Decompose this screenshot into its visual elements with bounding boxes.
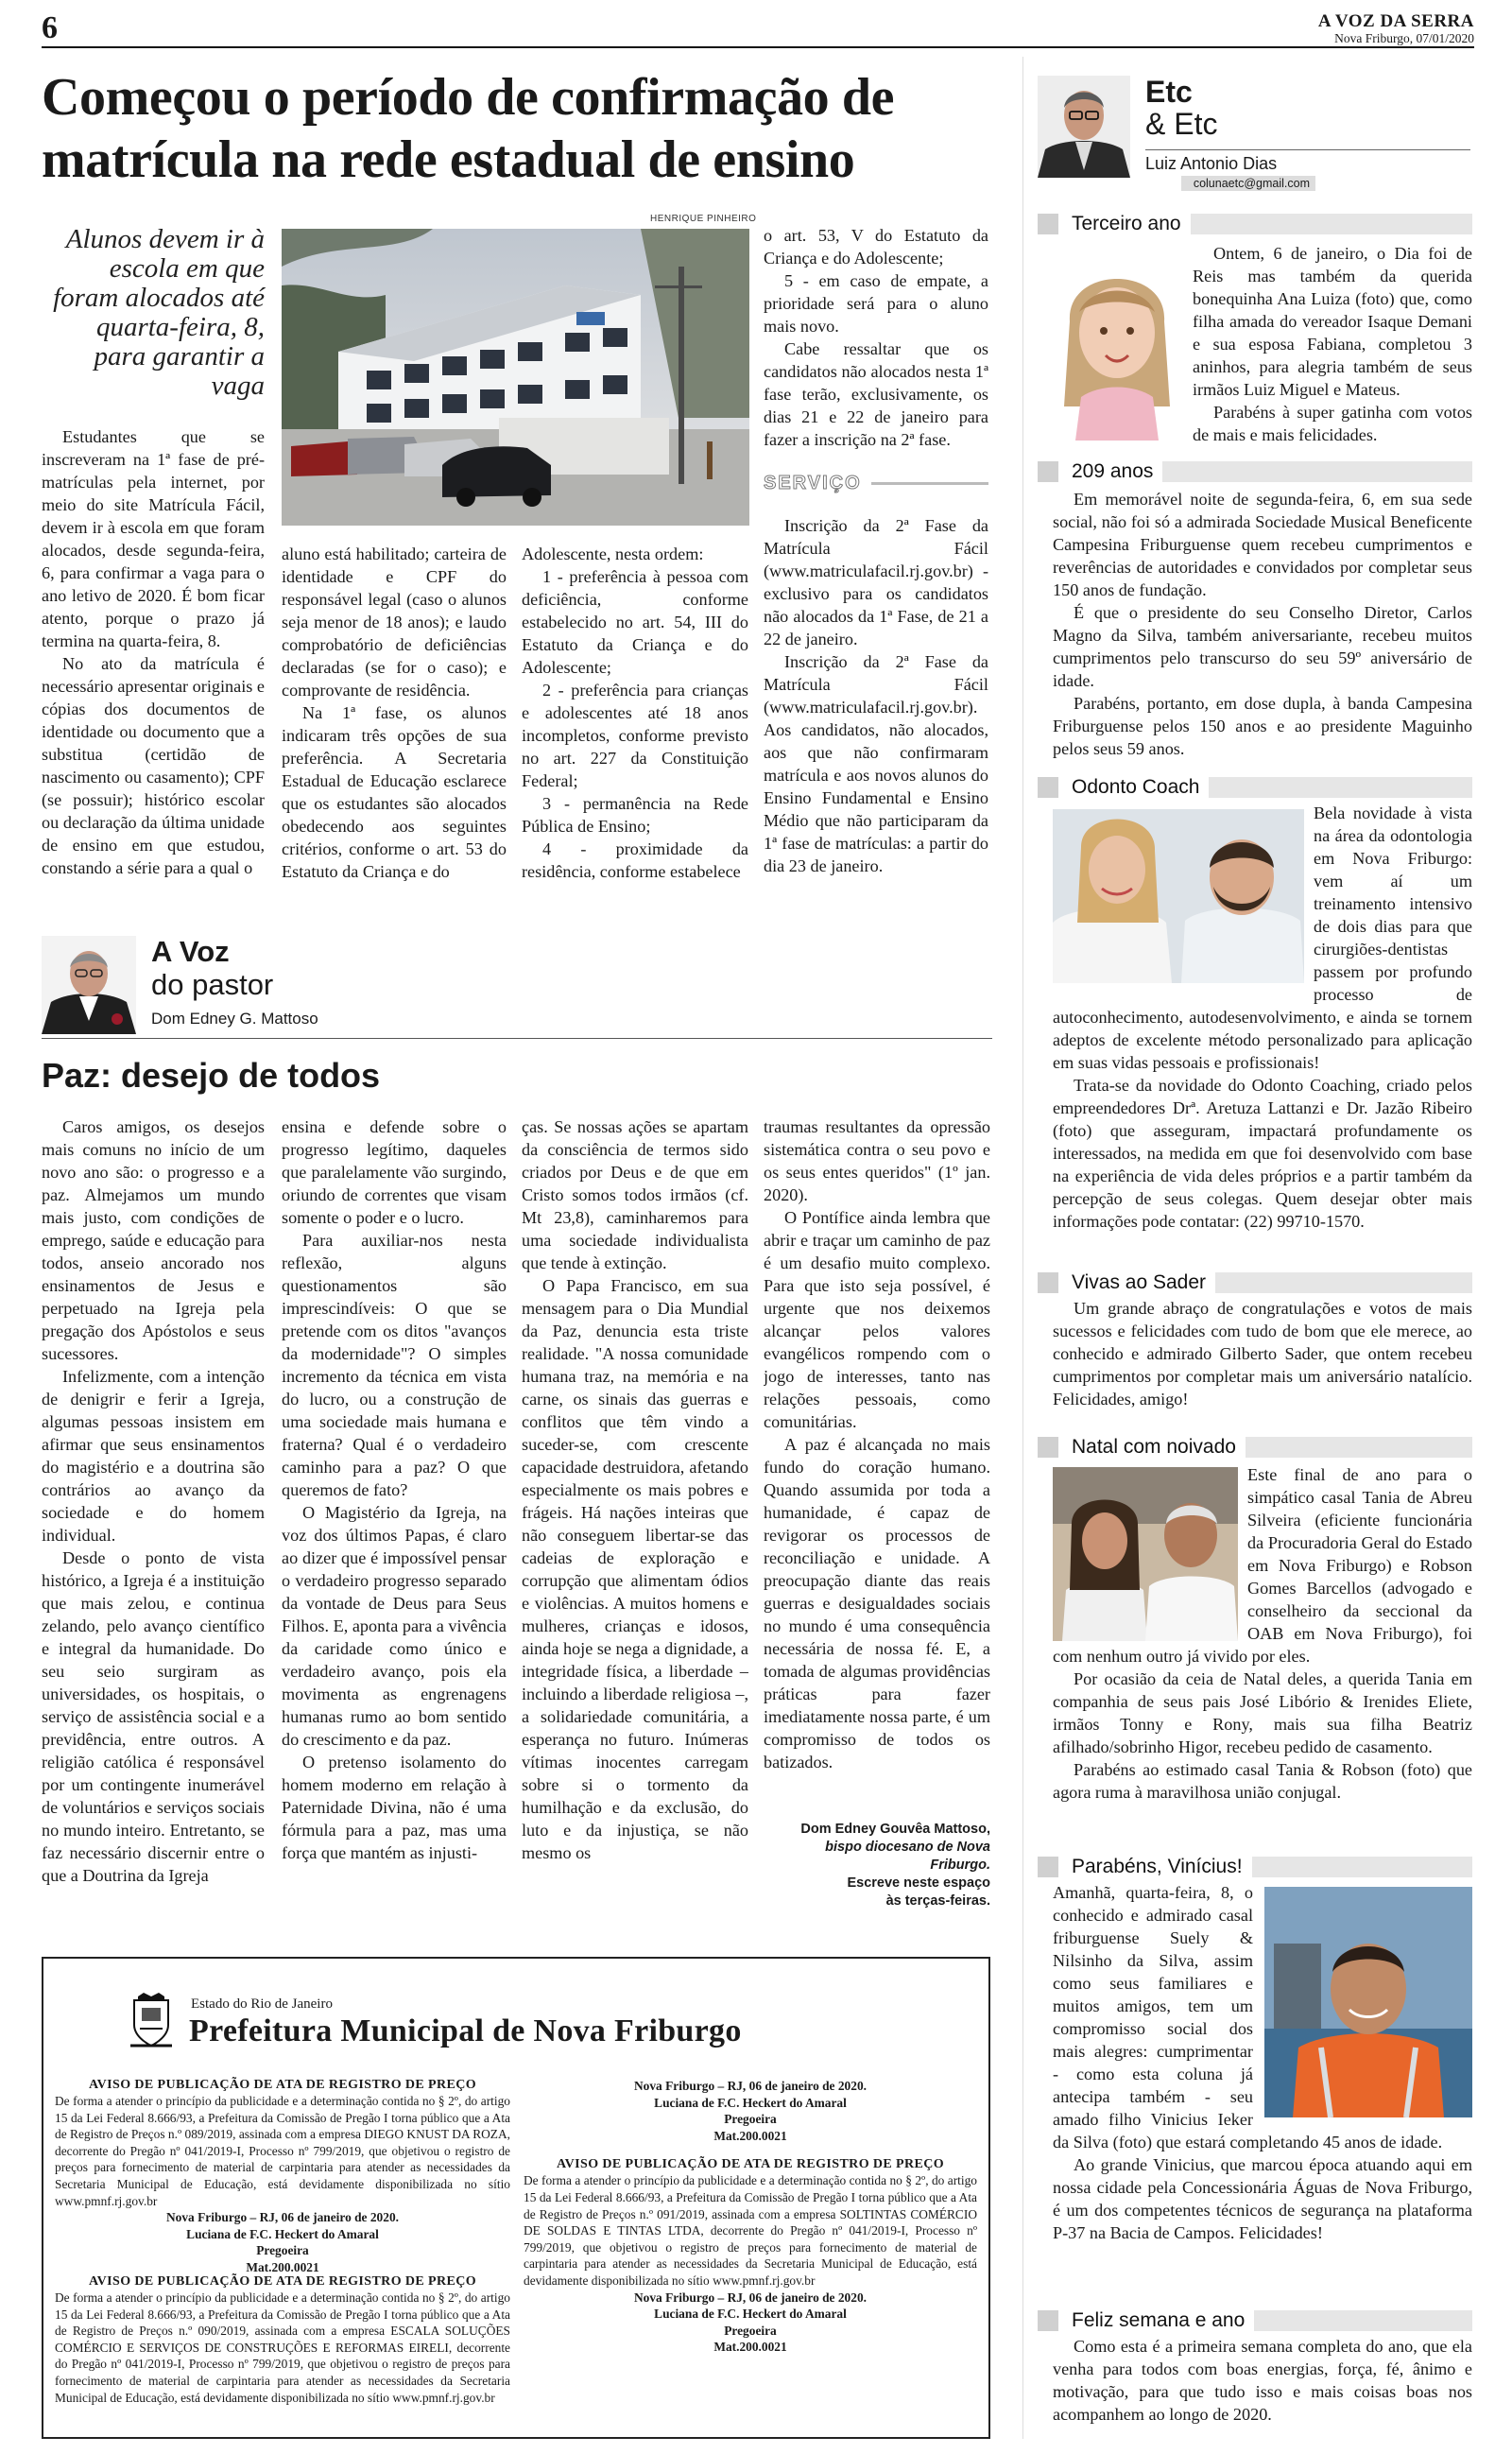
servico-text	[764, 514, 988, 877]
feliz-semana-p1: Como esta é a primeira semana completa do ano, que ela venha para todos com boas energias, força, fé, ânimo e motivação, para que tudo isso e mais coisas boas nos acompanhem ao longo de 2020.	[1053, 2337, 1472, 2424]
notice-1	[55, 2078, 510, 2276]
pastor-col2-p2: Para auxiliar-nos nesta reflexão, alguns questionamentos são imprescindíveis: O que se pretende com os ditos "avanços da modernidade"? O simples incremento da técnica em vista do lucro, ou a construção de uma sociedade mais humana e fraterna? Qual é o verdadeiro caminho para a paz? O que queremos de fato?	[282, 1231, 507, 1499]
natal-p3: Parabéns ao estimado casal Tania & Robson (foto) que agora ruma à maravilhosa união conjugal.	[1053, 1760, 1472, 1802]
notice-1-mat: Mat.200.0021	[246, 2259, 319, 2274]
notice-3-role: Pregoeira	[724, 2323, 777, 2338]
209-anos-text	[1053, 488, 1472, 760]
pastor-col3-p1: ças. Se nossas ações se apartam da consciência de termos sido criados por Deus e de que em Cristo somos todos irmãos (cf. Mt 23,8), caminharemos para uma sociedade individualista que tende à extinção.	[522, 1117, 748, 1272]
pastor-col4-p3: A paz é alcançada no mais fundo do coração humano. Quando assumida por toda a humanidade, é capaz de revigorar os processos de reconciliação e unidade. A preocupação diante das reais guerras e desigualdades sociais no mundo é uma consequência necessária de nossa fé. E, a tomada de algumas providências práticas para fazer imediatamente nossa parte, é um compromisso de todos os batizados.	[764, 1435, 990, 1771]
pastor-title-2: do pastor	[151, 968, 274, 1001]
lead-col4-p2: 5 - em caso de empate, a prioridade será para o aluno mais novo.	[764, 271, 988, 336]
section-marker	[1038, 214, 1058, 234]
coat-of-arms-icon	[129, 1993, 174, 2051]
signoff-line-1: Dom Edney Gouvêa Mattoso,	[800, 1822, 990, 1837]
notice-1-title: AVISO DE PUBLICAÇÃO DE ATA DE REGISTRO DE PREÇO	[88, 2078, 477, 2092]
section-bar	[1162, 461, 1472, 482]
pastor-column-1	[42, 1115, 265, 1887]
ad-state: Estado do Rio de Janeiro	[191, 1996, 333, 2012]
section-header-terceiro-ano	[1038, 214, 1472, 234]
lead-column-3	[522, 543, 748, 883]
section-title: Natal com noivado	[1072, 1436, 1236, 1458]
parabens-vinicius-text	[1053, 1881, 1472, 2244]
lead-col3-p1: Adolescente, nesta ordem:	[522, 544, 704, 563]
lead-col3-p2: 1 - preferência à pessoa com deficiência, conforme estabelecido no art. 54, III do Estatuto da Criança e do Adolescente;	[522, 567, 748, 677]
terceiro-ano-p1: Ontem, 6 de janeiro, o Dia foi de Reis mas também da querida bonequinha Ana Luiza (foto) que, como filha amada do vereador Isaque Demani e sua esposa Fabiana, completou 3 aninhos, para alegria também de seus irmãos Luiz Miguel e Mateus.	[1193, 244, 1472, 399]
natal-p1: Este final de ano para o simpático casal Tania de Abreu Silveira (eficiente funcionária da Procuradoria Geral do Estado em Nova Friburgo) e Robson Gomes Barcellos (advogado e conselheiro da seccional da OAB em Nova Friburgo), foi com nenhum outro já vivido por eles.	[1053, 1465, 1472, 1666]
odonto-coach-p2: Trata-se da novidade do Odonto Coaching, criado pelos empreendedores Drª. Aretuza Lattanzi e Dr. Jazão Ribeiro (foto) que asseguram, impactará profundamente os interessados, na medida em que foi desenvolvido com base na experiência de vida deles próprios e a partir também da percepção de seus colegas. Quem desejar obter mais informações pode contatar: (22) 99710-1570.	[1053, 1076, 1472, 1231]
lead-column-2	[282, 543, 507, 883]
prefeitura-ad	[42, 1957, 990, 2439]
pastor-portrait	[42, 936, 136, 1034]
servico-p1: Inscrição da 2ª Fase da Matrícula Fácil (www.matriculafacil.rj.gov.br) - exclusivo para os candidatos não alocados da 1ª Fase, de 21 a 22 de janeiro.	[764, 516, 988, 648]
etc-author-portrait	[1038, 76, 1130, 178]
section-bar	[1191, 214, 1472, 234]
terceiro-ano-p2: Parabéns à super gatinha com votos de mais e mais felicidades.	[1193, 403, 1472, 444]
pastor-col1-p2: Infelizmente, com a intenção de denigrir e ferir a Igreja, algumas pessoas insistem em afirmar que seus ensinamentos do magistério e a doutrina são contrários ao avanço da sociedade e do homem individual.	[42, 1367, 265, 1545]
209-anos-p2: É que o presidente do seu Conselho Diretor, Carlos Magno da Silva, também aniversariante, recebeu muitos cumprimentos pelo transcurso do seu 59º aniversário de idade.	[1053, 603, 1472, 690]
vinicius-p1: Amanhã, quarta-feira, 8, o conhecido e admirado casal friburguense Suely & Nilsinho da Silva, assim como seus familiares e muitos amigos, tem um compromisso social dos mais alegres: cumprimentar - como esta coluna já antecipa também - seu amado filho Vinicius Ieker da Silva (foto) que estará completando 45 anos de idade.	[1053, 1883, 1443, 2152]
notice-3	[524, 2078, 977, 2356]
pastor-author: Dom Edney G. Mattoso	[151, 1010, 318, 1028]
lead-col2-p2: Na 1ª fase, os alunos indicaram três opções de sua preferência. A Secretaria Estadual de Educação esclarece que os estudantes são alocados obedecendo aos seguintes critérios, conforme o art. 53 do Estatuto da Criança e do	[282, 703, 507, 881]
lead-col3-p5: 4 - proximidade da residência, conforme estabelece	[522, 839, 748, 881]
lead-col2-p1: aluno está habilitado; carteira de identidade e CPF do responsável legal (caso o alunos seja menor de 18 anos); e laudo comprobatório de deficiências declaradas (se for o caso); e comprovante de residência.	[282, 544, 507, 700]
pastor-col2-p3: O Magistério da Igreja, na voz dos últimos Papas, é claro ao dizer que é impossível pensar o verdadeiro progresso separado da vontade de Deus para Seus Filhos. E, aponta para a vivência da caridade como único e verdadeiro avanço, pois ela movimenta as engrenagens humanas rumo ao bom sentido do crescimento e da paz.	[282, 1503, 507, 1749]
etc-title-1: Etc	[1145, 75, 1193, 109]
lead-col4-p3: Cabe ressaltar que os candidatos não alocados nesta 1ª fase terão, exclusivamente, os dias 21 e 22 de janeiro para fazer a inscrição na 2ª fase.	[764, 339, 988, 449]
section-title: Vivas ao Sader	[1072, 1271, 1207, 1293]
school-building-photo	[282, 229, 749, 526]
lead-col1-p2: No ato da matrícula é necessário apresentar originais e cópias dos documentos de identidade ou documento que a substitua (certidão de nascimento ou casamento); CPF (se possuir); histórico escolar ou declaração da última unidade de ensino em que estudou, constando a série para a qual o	[42, 654, 265, 877]
section-title: Terceiro ano	[1072, 213, 1181, 234]
notice-2	[55, 2274, 510, 2406]
notice-1-text: De forma a atender o princípio da publicidade e a determinação contida no § 2º, do artigo 15 da Lei Federal 8.666/93, a Prefeitura da Comissão de Pregão I torna público que a Ata de Registro de Preços n.º 089/2019, assinada com a empresa DIEGO KNUST DA ROZA, decorrente do Pregão nº 041/2019-I, Processo nº 799/2019, que objetivou o registro de preços para fornecimento de material de carpintaria para atender as necessidades da Secretaria Municipal de Educação, está devidamente disponibilizada no sítio www.pmnf.rj.gov.br	[55, 2094, 510, 2208]
section-title: Odonto Coach	[1072, 776, 1200, 798]
section-header-209-anos	[1038, 461, 1472, 482]
pastor-rule	[42, 1038, 992, 1039]
paper-name: A VOZ DA SERRA	[1317, 11, 1474, 31]
vinicius-p2: Ao grande Vinicius, que marcou época atuando aqui em nossa cidade pela Concessionária Águas de Nova Friburgo, é um dos competentes técnicos de segurança na plataforma P-37 na Bacia de Campos. Felicidades!	[1053, 2155, 1472, 2242]
notice-1-role: Pregoeira	[256, 2243, 309, 2258]
odonto-coach-p1: Bela novidade à vista na área da odontologia em Nova Friburgo: vem aí um treinamento intensivo de dois dias para que cirurgiões-dentistas passem por profundo processo de autoconhecimento, autodesenvolvimento, e ainda se tornem adeptos de excelente método personalizado para aplicação em suas vidas pessoais e profissionais!	[1053, 804, 1472, 1072]
ad-prefeitura: Prefeitura Municipal de Nova Friburgo	[189, 2013, 742, 2048]
lead-subhead: Alunos devem ir à escola em que foram alocados até quarta-feira, 8, para garantir a vaga	[53, 224, 265, 401]
notice-2-mat: Mat.200.0021	[713, 2128, 787, 2143]
etc-author: Luiz Antonio Dias	[1145, 154, 1278, 173]
etc-column-divider	[1022, 57, 1023, 2439]
signoff-line-4: às terças-feiras.	[885, 1893, 990, 1909]
section-header-natal-com-noivado	[1038, 1437, 1472, 1458]
dateline: Nova Friburgo, 07/01/2020	[1334, 31, 1474, 45]
section-title: Parabéns, Vinícius!	[1072, 1856, 1243, 1877]
etc-email: colunaetc@gmail.com	[1181, 176, 1315, 191]
lead-headline: Começou o período de confirmação de matrícula na rede estadual de ensino	[42, 68, 895, 189]
vivas-ao-sader-text	[1053, 1297, 1472, 1410]
pastor-column-2	[282, 1115, 507, 1864]
natal-com-noivado-text	[1053, 1463, 1472, 1804]
notice-2-role: Pregoeira	[724, 2112, 777, 2127]
section-header-parabens-vinicius	[1038, 1857, 1472, 1877]
lead-col3-p3: 2 - preferência para crianças e adolescentes até 18 anos incompletos, conforme previsto no art. 227 da Constituição Federal;	[522, 681, 748, 790]
pastor-col2-p1: ensina e defende sobre o progresso legítimo, daqueles que paralelamente vão surgindo, oriundo de correntes que visam somente o poder e o lucro.	[282, 1117, 507, 1227]
section-bar	[1209, 777, 1472, 798]
section-title: Feliz semana e ano	[1072, 2309, 1246, 2331]
notice-2-date: Nova Friburgo – RJ, 06 de janeiro de 2020.	[634, 2079, 867, 2093]
notice-3-title: AVISO DE PUBLICAÇÃO DE ATA DE REGISTRO DE PREÇO	[556, 2157, 945, 2172]
section-marker	[1038, 777, 1058, 798]
etc-title-rule	[1145, 149, 1470, 150]
pastor-col1-p1: Caros amigos, os desejos mais comuns no início de um novo ano são: o progresso e a paz. Almejamos um mundo mais justo, com condições de emprego, saúde e educação para todos, anseio ancorado nos ensinamentos de Jesus e perpetuado na Igreja pela pregação dos Apóstolos e seus sucessores.	[42, 1117, 265, 1363]
servico-rule	[871, 482, 988, 485]
209-anos-p1: Em memorável noite de segunda-feira, 6, em sua sede social, não foi só a admirada Sociedade Musical Beneficente Campesina Friburguense quem recebeu cumprimentos e reverências de autoridades e convidados por completar seus 150 anos de fundação.	[1053, 490, 1472, 599]
pastor-title-1: A Voz	[151, 935, 230, 968]
servico-label: SERVIÇO	[764, 472, 862, 493]
lead-col1-p1: Estudantes que se inscreveram na 1ª fase de pré-matrículas pela internet, por meio do site Matrícula Fácil, devem ir à escola em que foram alocados, desde segunda-feira, 6, para confirmar a vaga para o ano letivo de 2020. É bom ficar atento, porque o prazo já termina na quarta-feira, 8.	[42, 427, 265, 650]
ana-luiza-photo	[1053, 246, 1181, 441]
lead-col3-p4: 3 - permanência na Rede Pública de Ensino;	[522, 794, 748, 836]
servico-p2: Inscrição da 2ª Fase da Matrícula Fácil (www.matriculafacil.rj.gov.br). Aos candidatos, não alocados, aos que não confirmaram matrícula e aos novos alunos do Ensino Fundamental e Ensino Médio que não participaram da 1ª fase de matrículas: a partir do dia 23 de janeiro.	[764, 652, 988, 875]
feliz-semana-text	[1053, 2335, 1472, 2426]
pastor-col4-p1: traumas resultantes da opressão sistemática contra o seu povo e os seus entes queridos" (1º jan. 2020).	[764, 1117, 990, 1204]
page-number: 6	[42, 10, 58, 45]
section-bar	[1246, 1437, 1472, 1458]
servico-header	[764, 473, 988, 493]
pastor-signoff	[764, 1821, 990, 1910]
photo-credit: HENRIQUE PINHEIRO	[650, 214, 757, 224]
section-bar	[1254, 2310, 1472, 2331]
notice-1-sign: Luciana de F.C. Heckert do Amaral	[186, 2226, 379, 2241]
lead-column-1	[42, 425, 265, 879]
vivas-ao-sader-p1: Um grande abraço de congratulações e votos de mais sucessos e felicidades com tudo de bom que ele merece, ao conhecido e admirado Gilberto Sader, que ontem recebeu cumprimentos por completar mais um aniversário natalício. Felicidades, amigo!	[1053, 1299, 1472, 1408]
lead-column-4	[764, 224, 988, 451]
section-header-feliz-semana	[1038, 2310, 1472, 2331]
section-marker	[1038, 461, 1058, 482]
notice-1-date: Nova Friburgo – RJ, 06 de janeiro de 2020.	[166, 2210, 399, 2225]
section-marker	[1038, 1272, 1058, 1293]
notice-3-sign: Luciana de F.C. Heckert do Amaral	[654, 2307, 847, 2322]
section-header-odonto-coach	[1038, 777, 1472, 798]
pastor-col1-p3: Desde o ponto de vista histórico, a Igreja é a instituição que mais zelou, e continua zelando, pelo avanço científico e integral da humanidade. Do seu seio surgiram as universidades, os hospitais, o serviço de assistência social e a previdência, entre outros. A religião católica é responsável por um contingente inumerável de voluntários e serviços sociais no mundo inteiro. Entretanto, se faz necessário discernir entre o que a Doutrina da Igreja	[42, 1548, 265, 1885]
header-rule	[42, 46, 1474, 48]
notice-3-date: Nova Friburgo – RJ, 06 de janeiro de 2020.	[634, 2290, 867, 2305]
notice-2-text: De forma a atender o princípio da publicidade e a determinação contida no § 2º, do artigo 15 da Lei Federal 8.666/93, a Prefeitura da Comissão de Pregão I torna público que a Ata de Registro de Preços n.º 090/2019, assinada com a empresa ESCALA SOLUÇÕES COMÉRCIO E SERVIÇOS DE CONSTRUÇÕES E REFORMAS EIRELI, decorrente do Pregão nº 041/2019-I, Processo nº 799/2019, que objetivou o registro de preços para fornecimento de material de carpintaria para atender as necessidades da Secretaria Municipal de Educação, está devidamente disponibilizada no sítio www.pmnf.rj.gov.br	[55, 2290, 510, 2405]
section-title: 209 anos	[1072, 460, 1154, 482]
section-marker	[1038, 1437, 1058, 1458]
notice-2-title: AVISO DE PUBLICAÇÃO DE ATA DE REGISTRO DE PREÇO	[88, 2274, 477, 2289]
notice-3-mat: Mat.200.0021	[713, 2340, 787, 2355]
terceiro-ano-text	[1193, 242, 1472, 446]
notice-2-sign: Luciana de F.C. Heckert do Amaral	[654, 2095, 847, 2110]
signoff-line-2: bispo diocesano de Nova Friburgo.	[825, 1840, 990, 1873]
pastor-headline: Paz: desejo de todos	[42, 1056, 381, 1095]
section-header-vivas-ao-sader	[1038, 1272, 1472, 1293]
lead-col4-p1: o art. 53, V do Estatuto da Criança e do Adolescente;	[764, 226, 988, 268]
section-marker	[1038, 1857, 1058, 1877]
section-marker	[1038, 2310, 1058, 2331]
pastor-column-4	[764, 1115, 990, 1773]
odonto-coach-text	[1053, 802, 1472, 1233]
etc-title-2: & Etc	[1145, 107, 1218, 141]
natal-p2: Por ocasião da ceia de Natal deles, a querida Tania em companhia de seus pais José Libório & Irenides Eliete, irmãos Tonny e Rony, mais sua filha Beatriz afilhado/sobrinho Higor, recebeu pedido de casamento.	[1053, 1669, 1472, 1756]
pastor-col3-p2: O Papa Francisco, em sua mensagem para o Dia Mundial da Paz, denuncia esta triste realidade. "A nossa comunidade humana traz, na memória e na carne, os sinais das guerras e conflitos que têm vindo a suceder-se, com crescente capacidade destruidora, afetando especialmente os mais pobres e frágeis. Há nações inteiras que não conseguem libertar-se das cadeias de exploração e corrupção que alimentam ódios e violências. A muitos homens e mulheres, crianças e idosos, ainda hoje se nega a dignidade, a integridade física, a liberdade – incluindo a liberdade religiosa –, a solidariedade comunitária, a esperança no futuro. Inúmeras vítimas inocentes carregam sobre si o tormento da humilhação e da exclusão, do luto e da injustiça, se não mesmo os	[522, 1276, 748, 1862]
pastor-col2-p4: O pretenso isolamento do homem moderno em relação à Paternidade Divina, não é uma fórmula para a paz, mas uma força que mantém as injusti-	[282, 1753, 507, 1862]
section-bar	[1215, 1272, 1472, 1293]
section-bar	[1252, 1857, 1472, 1877]
pastor-col4-p2: O Pontífice ainda lembra que abrir e traçar um caminho de paz é um desafio muito complexo. Para que isto seja possível, é urgente que nos deixemos alcançar pelos valores evangélicos rompendo com o jogo de interesses, tanto nas relações pessoais, como comunitárias.	[764, 1208, 990, 1431]
209-anos-p3: Parabéns, portanto, em dose dupla, à banda Campesina Friburguense pelos 150 anos e ao presidente Maguinho pelos seus 59 anos.	[1053, 694, 1472, 758]
signoff-line-3: Escreve neste espaço	[847, 1875, 990, 1891]
notice-3-text: De forma a atender o princípio da publicidade e a determinação contida no § 2º, do artigo 15 da Lei Federal 8.666/93, a Prefeitura da Comissão de Pregão I torna público que a Ata de Registro de Preços n.º 091/2019, assinada com a empresa SOLTINTAS COMÉRCIO DE SOLDAS E TINTAS LTDA, decorrente do Pregão nº 041/2019-I, Processo nº 799/2019, que objetivou o registro de preços para fornecimento de material de carpintaria para atender as necessidades da Secretaria Municipal de Educação, está devidamente disponibilizada no sítio www.pmnf.rj.gov.br	[524, 2173, 977, 2288]
pastor-column-3	[522, 1115, 748, 1864]
